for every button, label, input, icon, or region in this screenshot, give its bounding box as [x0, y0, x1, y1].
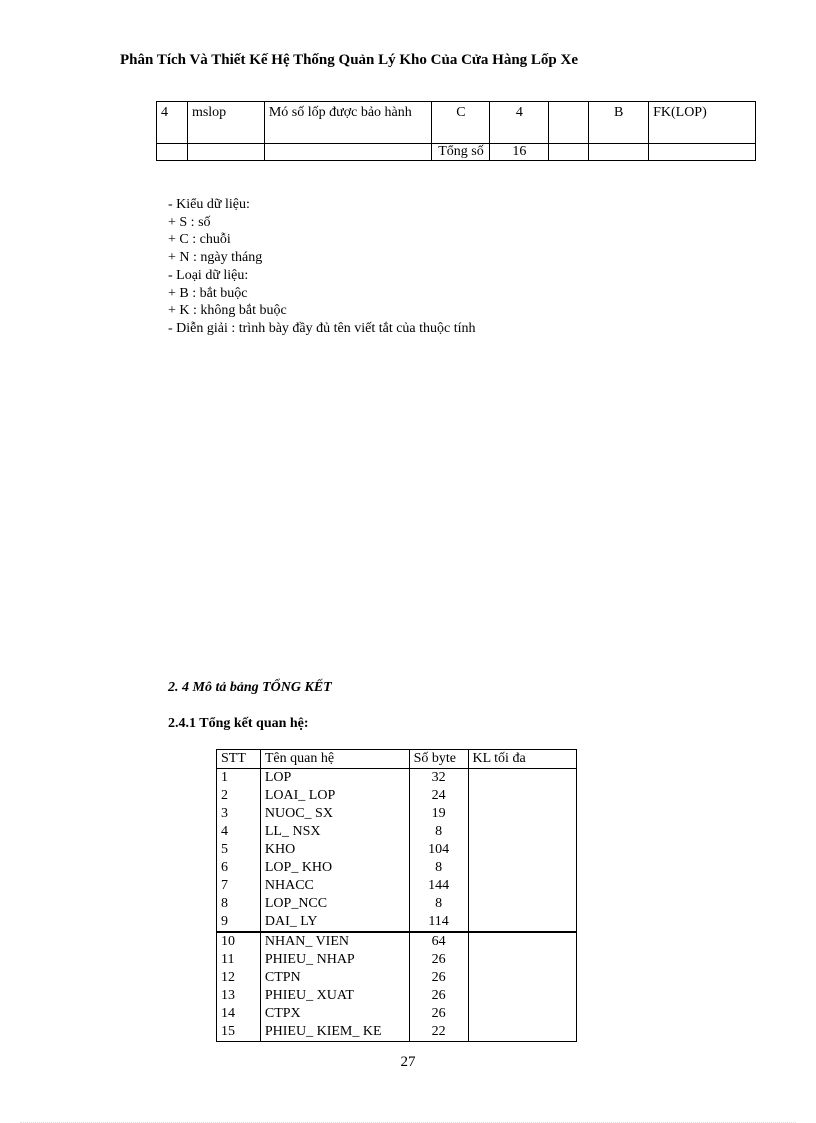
table-cell: 5	[217, 841, 261, 859]
table-cell: PHIEU_ XUAT	[260, 987, 409, 1005]
table-cell: 8	[409, 823, 468, 841]
table-cell	[468, 969, 576, 987]
table-cell	[468, 859, 576, 877]
table-cell: NUOC_ SX	[260, 805, 409, 823]
note-line: + N : ngày tháng	[168, 250, 263, 266]
table-cell: 22	[409, 1023, 468, 1042]
table-cell: 64	[409, 932, 468, 951]
column-header: Số byte	[409, 750, 468, 769]
table-cell: LOP	[260, 769, 409, 788]
table-cell: LL_ NSX	[260, 823, 409, 841]
table-cell: 9	[217, 913, 261, 932]
table-cell: LOAI_ LOP	[260, 787, 409, 805]
table-cell: 2	[217, 787, 261, 805]
table-row	[217, 1023, 577, 1042]
table-row	[217, 951, 577, 969]
table-row	[217, 823, 577, 841]
note-line: - Loại dữ liệu:	[168, 267, 249, 283]
table-cell: 10	[217, 932, 261, 951]
table-cell: 24	[409, 787, 468, 805]
table-row	[217, 987, 577, 1005]
table-cell: Mó số lốp được bảo hành	[264, 102, 432, 144]
note-line: - Kiểu dữ liệu:	[168, 197, 250, 212]
table-cell	[468, 951, 576, 969]
table-header-row	[217, 750, 577, 769]
table-row	[217, 841, 577, 859]
table-row	[157, 102, 756, 144]
table-cell	[468, 932, 576, 951]
table-cell	[468, 841, 576, 859]
table-cell: Tổng số	[432, 144, 490, 161]
table-cell: 11	[217, 951, 261, 969]
table-cell	[468, 1023, 576, 1042]
table-cell: 114	[409, 913, 468, 932]
subsection-title: 2.4.1 Tổng kết quan hệ:	[168, 716, 309, 731]
attribute-table	[156, 101, 756, 161]
table-cell	[468, 787, 576, 805]
table-row	[217, 787, 577, 805]
page-header-title: Phân Tích Và Thiết Kế Hệ Thống Quản Lý Kho Của Cửa Hàng Lốp Xe	[120, 52, 578, 68]
table-cell	[468, 1005, 576, 1023]
table-cell: LOP_ KHO	[260, 859, 409, 877]
table-cell: 26	[409, 1005, 468, 1023]
table-cell	[549, 102, 589, 144]
table-cell: NHACC	[260, 877, 409, 895]
table-cell: CTPX	[260, 1005, 409, 1023]
table-cell: 32	[409, 769, 468, 788]
table-cell	[649, 144, 756, 161]
table-row	[217, 769, 577, 788]
table-cell: 4	[490, 102, 549, 144]
table-cell: 14	[217, 1005, 261, 1023]
table-cell: 4	[157, 102, 188, 144]
table-cell	[549, 144, 589, 161]
data-type-notes	[168, 196, 476, 338]
table-row	[217, 969, 577, 987]
table-cell: 6	[217, 859, 261, 877]
table-cell	[157, 144, 188, 161]
table-cell: mslop	[187, 102, 264, 144]
table-cell	[468, 769, 576, 788]
table-cell: 13	[217, 987, 261, 1005]
table-cell: LOP_NCC	[260, 895, 409, 913]
table-cell: CTPN	[260, 969, 409, 987]
table-cell	[468, 823, 576, 841]
table-cell: 16	[490, 144, 549, 161]
column-header: KL tối đa	[468, 750, 576, 769]
table-cell: 26	[409, 951, 468, 969]
table-row	[217, 877, 577, 895]
table-row	[217, 805, 577, 823]
table-cell: 12	[217, 969, 261, 987]
table-row	[217, 913, 577, 932]
table-cell	[468, 877, 576, 895]
table-row	[217, 895, 577, 913]
table-row	[217, 932, 577, 951]
table-cell: 1	[217, 769, 261, 788]
table-cell	[264, 144, 432, 161]
note-line: + S : số	[168, 214, 211, 230]
table-cell: 8	[409, 895, 468, 913]
table-cell: 26	[409, 969, 468, 987]
column-header: STT	[217, 750, 261, 769]
table-cell: 104	[409, 841, 468, 859]
table-cell	[468, 913, 576, 932]
table-cell: PHIEU_ KIEM_ KE	[260, 1023, 409, 1042]
table-cell: 19	[409, 805, 468, 823]
table-cell: DAI_ LY	[260, 913, 409, 932]
note-line: + B : bắt buộc	[168, 285, 248, 301]
table-cell: 4	[217, 823, 261, 841]
page-number: 27	[400, 1054, 416, 1070]
section-title: 2. 4 Mô tả bảng TỔNG KẾT	[168, 680, 332, 695]
table-cell: 7	[217, 877, 261, 895]
table-cell: 8	[409, 859, 468, 877]
table-cell: FK(LOP)	[649, 102, 756, 144]
note-line: + C : chuỗi	[168, 232, 231, 248]
column-header: Tên quan hệ	[260, 750, 409, 769]
table-row	[217, 1005, 577, 1023]
table-cell: KHO	[260, 841, 409, 859]
note-line: - Diễn giải : trình bày đầy đủ tên viết tắt của thuộc tính	[168, 320, 476, 336]
note-line: + K : không bắt buộc	[168, 303, 287, 319]
table-cell: 144	[409, 877, 468, 895]
table-cell: PHIEU_ NHAP	[260, 951, 409, 969]
table-cell	[187, 144, 264, 161]
table-cell	[468, 987, 576, 1005]
table-cell	[589, 144, 649, 161]
table-cell: 3	[217, 805, 261, 823]
table-cell	[468, 805, 576, 823]
table-cell	[468, 895, 576, 913]
relation-summary-table	[216, 749, 577, 1042]
table-cell: B	[589, 102, 649, 144]
table-cell: 15	[217, 1023, 261, 1042]
table-cell: C	[432, 102, 490, 144]
table-row	[217, 859, 577, 877]
table-cell: NHAN_ VIEN	[260, 932, 409, 951]
table-cell: 8	[217, 895, 261, 913]
table-cell: 26	[409, 987, 468, 1005]
table-row	[157, 144, 756, 161]
